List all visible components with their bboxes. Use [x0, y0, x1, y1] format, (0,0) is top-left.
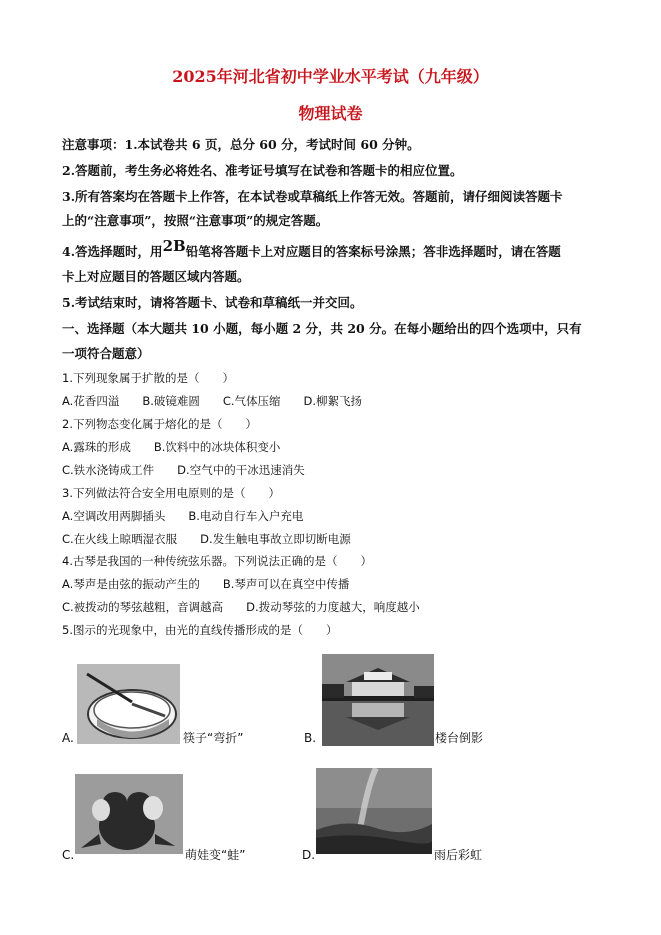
- note-2: 2.答题前，考生务必将姓名、准考证号填写在试卷和答题卡的相应位置。: [62, 163, 463, 178]
- figure-b-caption: 楼台倒影: [435, 731, 484, 745]
- figure-b-image: [322, 654, 434, 746]
- figure-a-caption: 筷子“弯折”: [183, 731, 244, 745]
- figure-d-caption: 雨后彩虹: [434, 848, 483, 862]
- figure-c-image: [75, 774, 183, 854]
- figure-b-letter: B.: [304, 731, 317, 745]
- question-3-stem: 3.下列做法符合安全用电原则的是（ ）: [62, 486, 280, 500]
- pencil-grade: 2B: [162, 237, 186, 255]
- question-4-stem: 4.古琴是我国的一种传统弦乐器。下列说法正确的是（ ）: [62, 554, 372, 568]
- question-2-options-1: A.露珠的形成 B.饮料中的冰块体积变小: [62, 440, 281, 454]
- section-heading-line2: 一项符合题意）: [62, 346, 150, 361]
- section-heading-line1: 一、选择题（本大题共 10 小题，每小题 2 分，共 20 分。在每小题给出的四个选项中，只有: [62, 321, 582, 336]
- figure-a-image: [77, 664, 180, 744]
- question-1-options: A.花香四溢 B.破镜难圆 C.气体压缩 D.柳絮飞扬: [62, 394, 363, 408]
- question-4-options-1: A.琴声是由弦的振动产生的 B.琴声可以在真空中传播: [62, 577, 350, 591]
- exam-title: 2025年河北省初中学业水平考试（九年级）: [172, 67, 489, 86]
- bowl-chopstick-icon: [77, 664, 180, 744]
- question-1-stem: 1.下列现象属于扩散的是（ ）: [62, 371, 234, 385]
- question-5-stem: 5.图示的光现象中，由光的直线传播形成的是（ ）: [62, 623, 338, 637]
- figure-c-caption: 萌娃变“蛙”: [185, 848, 246, 862]
- note-4-prefix: 4.答选择题时，用: [62, 244, 163, 259]
- exam-subtitle: 物理试卷: [298, 104, 363, 123]
- note-3-line2: 上的“注意事项”，按照“注意事项”的规定答题。: [62, 213, 329, 228]
- figure-d-image: [316, 768, 432, 854]
- figure-d-letter: D.: [302, 848, 316, 862]
- question-2-options-2: C.铁水浇铸成工件 D.空气中的干冰迅速消失: [62, 463, 305, 477]
- figure-a-letter: A.: [62, 731, 74, 745]
- note-1: 注意事项：1.本试卷共 6 页，总分 60 分，考试时间 60 分钟。: [62, 137, 420, 152]
- note-5: 5.考试结束时，请将答题卡、试卷和草稿纸一并交回。: [62, 295, 363, 310]
- note-4-line1: [62, 237, 561, 260]
- rainbow-landscape-icon: [316, 768, 432, 854]
- figure-c-letter: C.: [62, 848, 75, 862]
- question-2-stem: 2.下列物态变化属于熔化的是（ ）: [62, 417, 257, 431]
- question-3-options-2: C.在火线上晾晒湿衣服 D.发生触电事故立即切断电源: [62, 532, 351, 546]
- question-4-options-2: C.被拨动的琴弦越粗，音调越高 D.拨动琴弦的力度越大，响度越小: [62, 600, 420, 614]
- note-4-line2: 卡上对应题目的答题区域内答题。: [62, 269, 250, 284]
- question-3-options-1: A.空调改用两脚插头 B.电动自行车入户充电: [62, 509, 304, 523]
- pavilion-reflection-icon: [322, 654, 434, 746]
- note-3-line1: 3.所有答案均在答题卡上作答，在本试卷或草稿纸上作答无效。答题前，请仔细阅读答题卡: [62, 189, 563, 204]
- note-4-suffix: 铅笔将答题卡上对应题目的答案标号涂黑；答非选择题时，请在答题: [185, 244, 561, 259]
- frog-shadow-icon: [75, 774, 183, 854]
